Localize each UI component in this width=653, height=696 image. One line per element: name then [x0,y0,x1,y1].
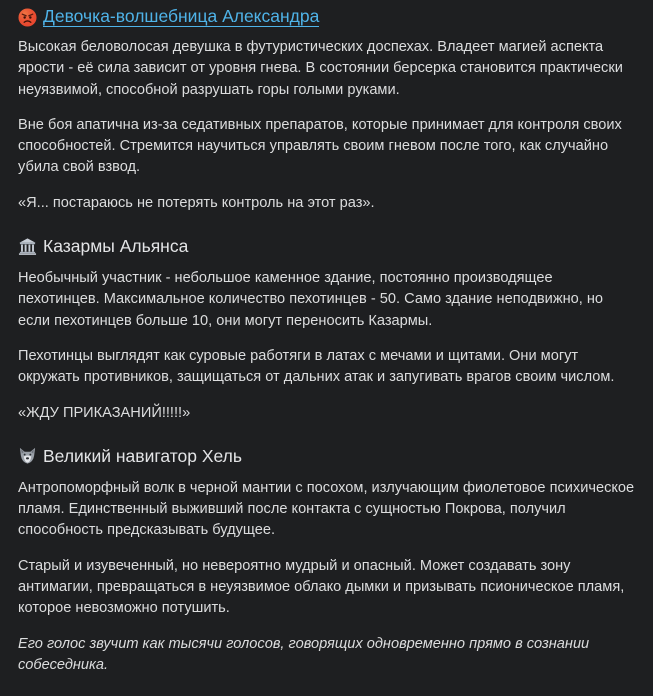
section-heading [18,444,635,468]
wolf-face-icon [18,446,37,465]
paragraph: Необычный участник - небольшое каменное здание, постоянно производящее пехотинцев. Максимальное количество пехотинцев - 50. Само здание неподвижно, но если пехотинцев больше 10, они могут переносить Казармы. [18,270,604,329]
paragraph: Вне боя апатична из-за седативных препаратов, которые принимает для контроля своих способностей. Стремится научиться управлять своим гневом после того, как случайно убила свой взвод. [18,116,622,176]
quote-paragraph: «ЖДУ ПРИКАЗАНИЙ!!!!!» [18,404,191,421]
section-title-text[interactable]: Девочка-волшебница Александра [43,6,320,26]
paragraph: Антропоморфный волк в черной мантии с посохом, излучающим фиолетовое психическое пламя. Единственный выживший после контакта с сущностью Покрова, получил способность предсказывать будущее. [18,479,635,539]
character-section-barracks [18,234,635,424]
paragraph: Старый и изувеченный, но невероятно мудрый и опасный. Может создавать зону антимагии, превращаться в неуязвимое облако дымки и призывать псионическое пламя, которое невозможно потушить. [18,557,625,617]
quote-paragraph: «Я... постараюсь не потерять контроль на этот раз». [18,194,375,211]
italic-paragraph: Его голос звучит как тысячи голосов, говорящих одновременно прямо в сознании собеседника. [18,635,590,673]
section-heading [18,234,635,258]
section-title-text: Великий навигатор Хель [43,445,242,466]
paragraph: Высокая беловолосая девушка в футуристических доспехах. Владеет магией аспекта ярости - её сила зависит от уровня гнева. В состоянии берсерка становится практически неуязвимой, способной разрушать горы голыми руками. [18,39,623,98]
paragraph: Пехотинцы выглядят как суровые работяги в латах с мечами и щитами. Они могут окружать противников, защищаться от дальних атак и запугивать врагов своим числом. [18,347,615,386]
angry-face-icon [18,8,37,27]
character-section-hel [18,444,635,676]
section-heading[interactable] [18,7,635,27]
character-section-alexandra [18,7,635,214]
section-title-text: Казармы Альянса [43,236,189,257]
classical-building-icon [18,237,37,256]
